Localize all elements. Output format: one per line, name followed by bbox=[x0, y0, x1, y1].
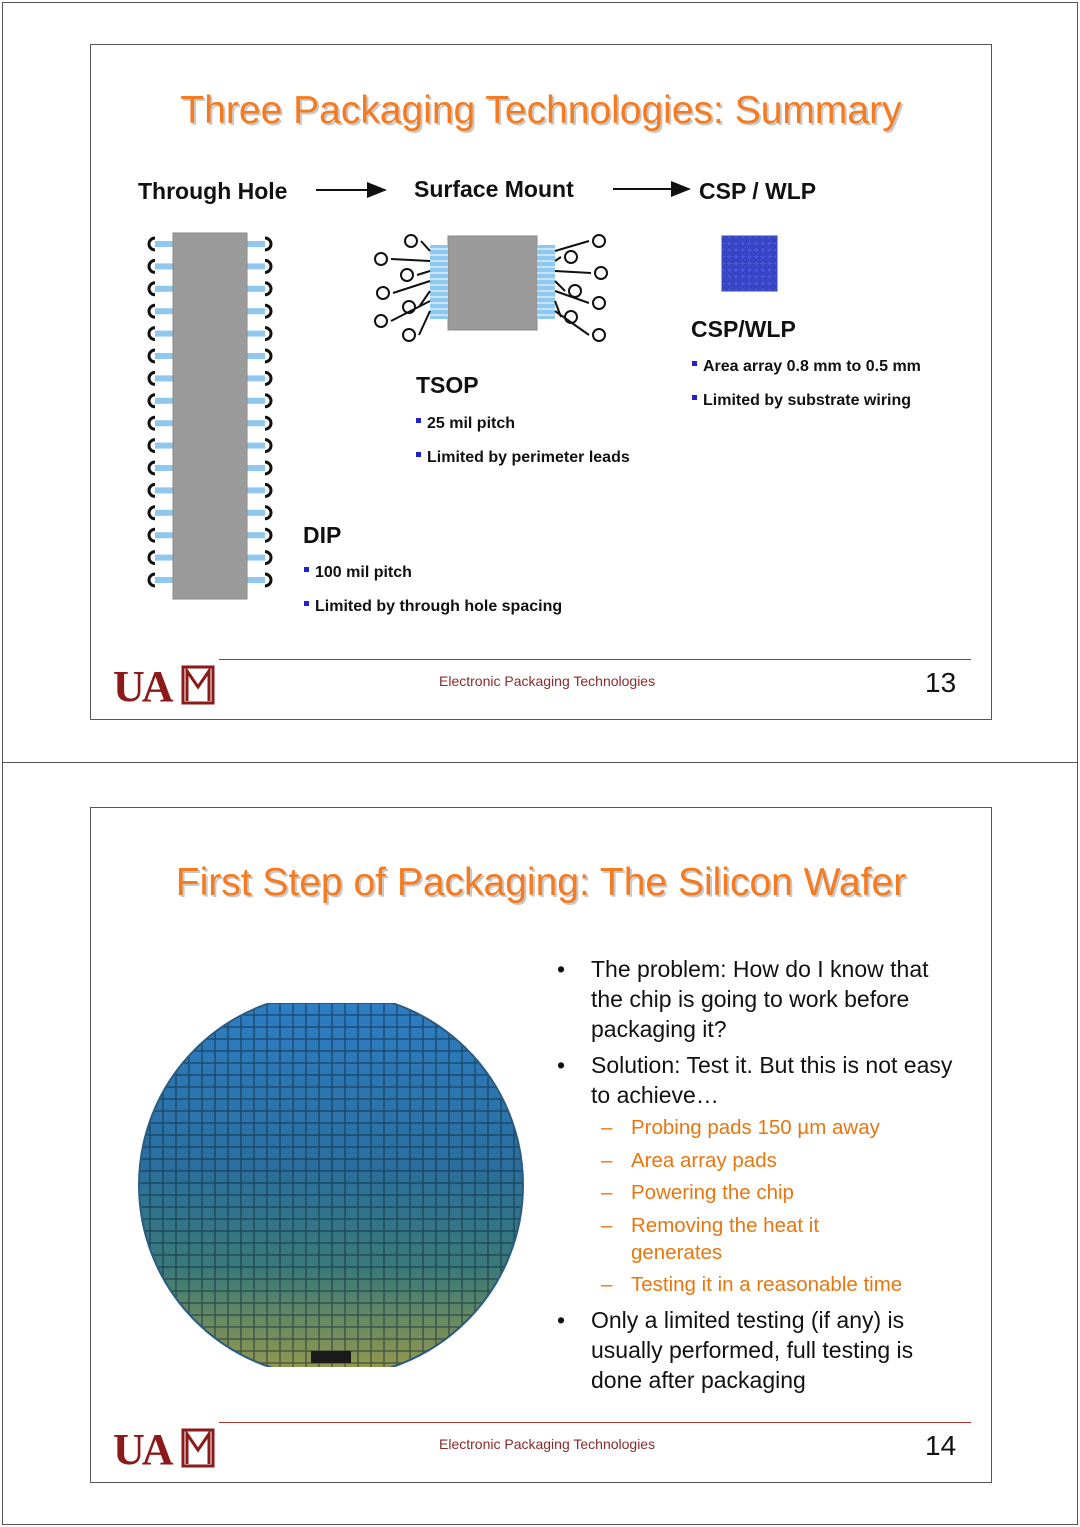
dip-pin-hook bbox=[149, 507, 155, 519]
csp-ball bbox=[770, 257, 776, 263]
tsop-trace bbox=[419, 311, 430, 335]
csp-ball bbox=[737, 264, 743, 270]
silicon-wafer-image bbox=[137, 1003, 525, 1367]
csp-ball bbox=[723, 277, 729, 283]
csp-ball bbox=[723, 284, 729, 290]
dip-lead bbox=[247, 353, 265, 359]
csp-ball bbox=[723, 257, 729, 263]
dip-pin-hook bbox=[265, 305, 271, 317]
flow-surface-mount: Surface Mount bbox=[414, 176, 574, 202]
tsop-pad bbox=[403, 329, 415, 341]
csp-ball bbox=[737, 271, 743, 277]
csp-ball bbox=[757, 271, 763, 277]
csp-bullet-1: Area array 0.8 mm to 0.5 mm bbox=[692, 358, 921, 376]
dip-lead bbox=[155, 465, 173, 471]
page-divider bbox=[2, 762, 1078, 763]
csp-heading: CSP/WLP bbox=[691, 316, 796, 342]
csp-ball bbox=[737, 244, 743, 250]
csp-ball bbox=[770, 251, 776, 257]
csp-ball bbox=[770, 284, 776, 290]
dip-pin-hook bbox=[265, 395, 271, 407]
csp-ball bbox=[770, 277, 776, 283]
dip-pin-hook bbox=[149, 574, 155, 586]
dip-pin-hook bbox=[149, 305, 155, 317]
flow-csp-wlp: CSP / WLP bbox=[699, 178, 817, 204]
dip-lead bbox=[155, 331, 173, 337]
dip-pin-hook bbox=[265, 283, 271, 295]
csp-ball bbox=[730, 251, 736, 257]
page-number: 13 bbox=[925, 667, 957, 698]
dip-bullet-2: Limited by through hole spacing bbox=[304, 598, 562, 616]
tsop-trace bbox=[391, 259, 430, 261]
tsop-pad bbox=[401, 269, 413, 281]
dip-pin-hook bbox=[149, 350, 155, 362]
dip-lead bbox=[247, 375, 265, 381]
csp-ball bbox=[763, 251, 769, 257]
csp-ball bbox=[757, 244, 763, 250]
dip-lead bbox=[247, 241, 265, 247]
dip-pin-hook bbox=[265, 372, 271, 384]
tsop-right-lead-frame bbox=[537, 245, 555, 319]
csp-substrate bbox=[722, 236, 777, 291]
csp-ball bbox=[750, 277, 756, 283]
tsop-left-lead-frame bbox=[430, 245, 448, 319]
dip-pin-hook bbox=[149, 484, 155, 496]
dip-lead bbox=[155, 532, 173, 538]
csp-ball bbox=[750, 244, 756, 250]
csp-ball bbox=[763, 237, 769, 243]
csp-ball bbox=[723, 244, 729, 250]
dip-lead bbox=[247, 577, 265, 583]
csp-ball bbox=[737, 251, 743, 257]
bullet-square-icon bbox=[304, 567, 309, 572]
svg-text:UA: UA bbox=[113, 1426, 171, 1468]
dip-pin-hook bbox=[149, 328, 155, 340]
tsop-chip-body bbox=[448, 236, 537, 330]
tsop-pad bbox=[593, 297, 605, 309]
dip-bullet-1: 100 mil pitch bbox=[304, 564, 412, 582]
csp-ball bbox=[737, 277, 743, 283]
tsop-trace bbox=[555, 241, 589, 251]
csp-ball bbox=[743, 277, 749, 283]
bullet-square-icon bbox=[416, 418, 421, 423]
csp-ball bbox=[743, 264, 749, 270]
tsop-bullet-2: Limited by perimeter leads bbox=[416, 449, 630, 467]
csp-ball bbox=[743, 251, 749, 257]
dip-pin-hook bbox=[149, 440, 155, 452]
csp-ball bbox=[770, 264, 776, 270]
tsop-trace bbox=[555, 271, 591, 273]
dip-lead bbox=[247, 263, 265, 269]
csp-ball bbox=[737, 237, 743, 243]
tsop-pad bbox=[375, 253, 387, 265]
dip-pin-hook bbox=[265, 507, 271, 519]
dip-lead bbox=[155, 263, 173, 269]
csp-ball bbox=[737, 257, 743, 263]
csp-ball bbox=[770, 244, 776, 250]
dip-pin-hook bbox=[149, 417, 155, 429]
tsop-trace bbox=[555, 281, 565, 291]
ua-logo-icon bbox=[113, 1426, 217, 1468]
tsop-pad bbox=[569, 285, 581, 297]
csp-ball bbox=[730, 257, 736, 263]
svg-text:UA: UA bbox=[113, 663, 171, 705]
dip-pin-hook bbox=[265, 350, 271, 362]
dip-lead bbox=[155, 420, 173, 426]
dip-lead bbox=[155, 487, 173, 493]
bullet-square-icon bbox=[692, 361, 697, 366]
csp-ball bbox=[750, 284, 756, 290]
dip-pin-hook bbox=[265, 417, 271, 429]
csp-ball bbox=[757, 284, 763, 290]
csp-ball bbox=[730, 244, 736, 250]
dip-lead bbox=[247, 555, 265, 561]
csp-ball bbox=[730, 277, 736, 283]
dip-lead bbox=[155, 375, 173, 381]
slide-13 bbox=[90, 44, 992, 720]
footer-text: Electronic Packaging Technologies bbox=[439, 673, 656, 689]
dip-pin-hook bbox=[265, 552, 271, 564]
page-number: 14 bbox=[925, 1430, 957, 1461]
dip-heading: DIP bbox=[303, 522, 342, 548]
bullet-square-icon bbox=[692, 395, 697, 400]
csp-ball bbox=[750, 271, 756, 277]
dip-pin-hook bbox=[149, 283, 155, 295]
dip-pin-hook bbox=[149, 529, 155, 541]
dip-pin-hook bbox=[265, 260, 271, 272]
dip-lead bbox=[247, 420, 265, 426]
csp-ball bbox=[750, 237, 756, 243]
tsop-bullet-1: 25 mil pitch bbox=[416, 415, 515, 433]
slide-title: First Step of Packaging: The Silicon Wafer bbox=[175, 861, 907, 904]
csp-ball bbox=[743, 271, 749, 277]
dip-lead bbox=[155, 286, 173, 292]
csp-ball bbox=[723, 251, 729, 257]
ua-logo-icon bbox=[113, 663, 217, 705]
csp-ball bbox=[730, 264, 736, 270]
tsop-pad bbox=[595, 267, 607, 279]
csp-ball bbox=[763, 271, 769, 277]
csp-ball bbox=[757, 264, 763, 270]
packaging-diagram bbox=[91, 45, 991, 719]
dip-pin-hook bbox=[265, 462, 271, 474]
csp-ball bbox=[743, 284, 749, 290]
flow-through-hole: Through Hole bbox=[138, 178, 288, 204]
tsop-trace bbox=[393, 281, 430, 293]
footer-rule bbox=[219, 659, 971, 660]
csp-bullet-2: Limited by substrate wiring bbox=[692, 392, 911, 410]
dip-pin-hook bbox=[149, 462, 155, 474]
tsop-pad bbox=[593, 235, 605, 247]
csp-ball bbox=[730, 284, 736, 290]
csp-ball bbox=[750, 251, 756, 257]
dip-pin-hook bbox=[149, 395, 155, 407]
dip-lead bbox=[247, 510, 265, 516]
dip-lead bbox=[155, 443, 173, 449]
csp-ball bbox=[763, 277, 769, 283]
csp-ball bbox=[730, 237, 736, 243]
dip-lead bbox=[155, 308, 173, 314]
tsop-trace bbox=[417, 271, 430, 275]
dip-chip-body bbox=[173, 233, 247, 599]
dip-lead bbox=[155, 241, 173, 247]
tsop-trace bbox=[421, 241, 430, 251]
csp-ball bbox=[770, 271, 776, 277]
tsop-heading: TSOP bbox=[416, 372, 479, 398]
dip-lead bbox=[247, 443, 265, 449]
tsop-trace bbox=[555, 257, 561, 261]
csp-ball bbox=[763, 264, 769, 270]
csp-ball bbox=[723, 237, 729, 243]
dip-lead bbox=[247, 398, 265, 404]
dip-lead bbox=[155, 555, 173, 561]
dip-lead bbox=[247, 465, 265, 471]
tsop-pad bbox=[375, 315, 387, 327]
dip-pin-hook bbox=[265, 328, 271, 340]
tsop-pad bbox=[405, 235, 417, 247]
csp-ball bbox=[750, 264, 756, 270]
dip-lead bbox=[155, 510, 173, 516]
tsop-pad bbox=[377, 287, 389, 299]
tsop-pad bbox=[565, 251, 577, 263]
csp-ball bbox=[723, 271, 729, 277]
csp-ball bbox=[723, 264, 729, 270]
slide-title: Three Packaging Technologies: Summary bbox=[180, 89, 902, 132]
dip-lead bbox=[247, 487, 265, 493]
dip-lead bbox=[247, 331, 265, 337]
footer-text: Electronic Packaging Technologies bbox=[439, 1436, 656, 1452]
dip-pin-hook bbox=[149, 260, 155, 272]
dip-lead bbox=[247, 286, 265, 292]
csp-ball bbox=[743, 257, 749, 263]
dip-pin-hook bbox=[265, 484, 271, 496]
csp-ball bbox=[763, 244, 769, 250]
dip-pin-hook bbox=[265, 440, 271, 452]
slide-14: First Step of Packaging: The Silicon Wafer • The problem: How do I know that the chip is going to work before packaging it? • Solution: Test it. But this is not easy to achieve… – Probing pads 150 µm away – Area array pads – Powering the chip – Removing the heat it generates – Testing it in a reasonable time • Only a limited testing (if any) is usually performed, full testing is done after packaging UA Electronic Packaging Technologies 14 bbox=[90, 807, 992, 1483]
tsop-pad bbox=[593, 329, 605, 341]
dip-lead bbox=[247, 308, 265, 314]
dip-pin-hook bbox=[149, 552, 155, 564]
csp-ball bbox=[757, 237, 763, 243]
bullet-square-icon bbox=[416, 452, 421, 457]
footer-rule bbox=[219, 1422, 971, 1423]
dip-lead bbox=[155, 398, 173, 404]
csp-ball bbox=[737, 284, 743, 290]
dip-pin-hook bbox=[265, 238, 271, 250]
dip-lead bbox=[155, 353, 173, 359]
dip-lead bbox=[247, 532, 265, 538]
csp-ball bbox=[770, 237, 776, 243]
dip-pin-hook bbox=[265, 574, 271, 586]
csp-ball bbox=[763, 284, 769, 290]
csp-ball bbox=[757, 277, 763, 283]
csp-ball bbox=[757, 251, 763, 257]
dip-pin-hook bbox=[149, 238, 155, 250]
dip-lead bbox=[155, 577, 173, 583]
csp-ball bbox=[757, 257, 763, 263]
dip-pin-hook bbox=[265, 529, 271, 541]
csp-ball bbox=[750, 257, 756, 263]
bullet-square-icon bbox=[304, 601, 309, 606]
csp-ball bbox=[763, 257, 769, 263]
dip-pin-hook bbox=[149, 372, 155, 384]
csp-ball bbox=[743, 237, 749, 243]
csp-ball bbox=[730, 271, 736, 277]
csp-ball bbox=[743, 244, 749, 250]
